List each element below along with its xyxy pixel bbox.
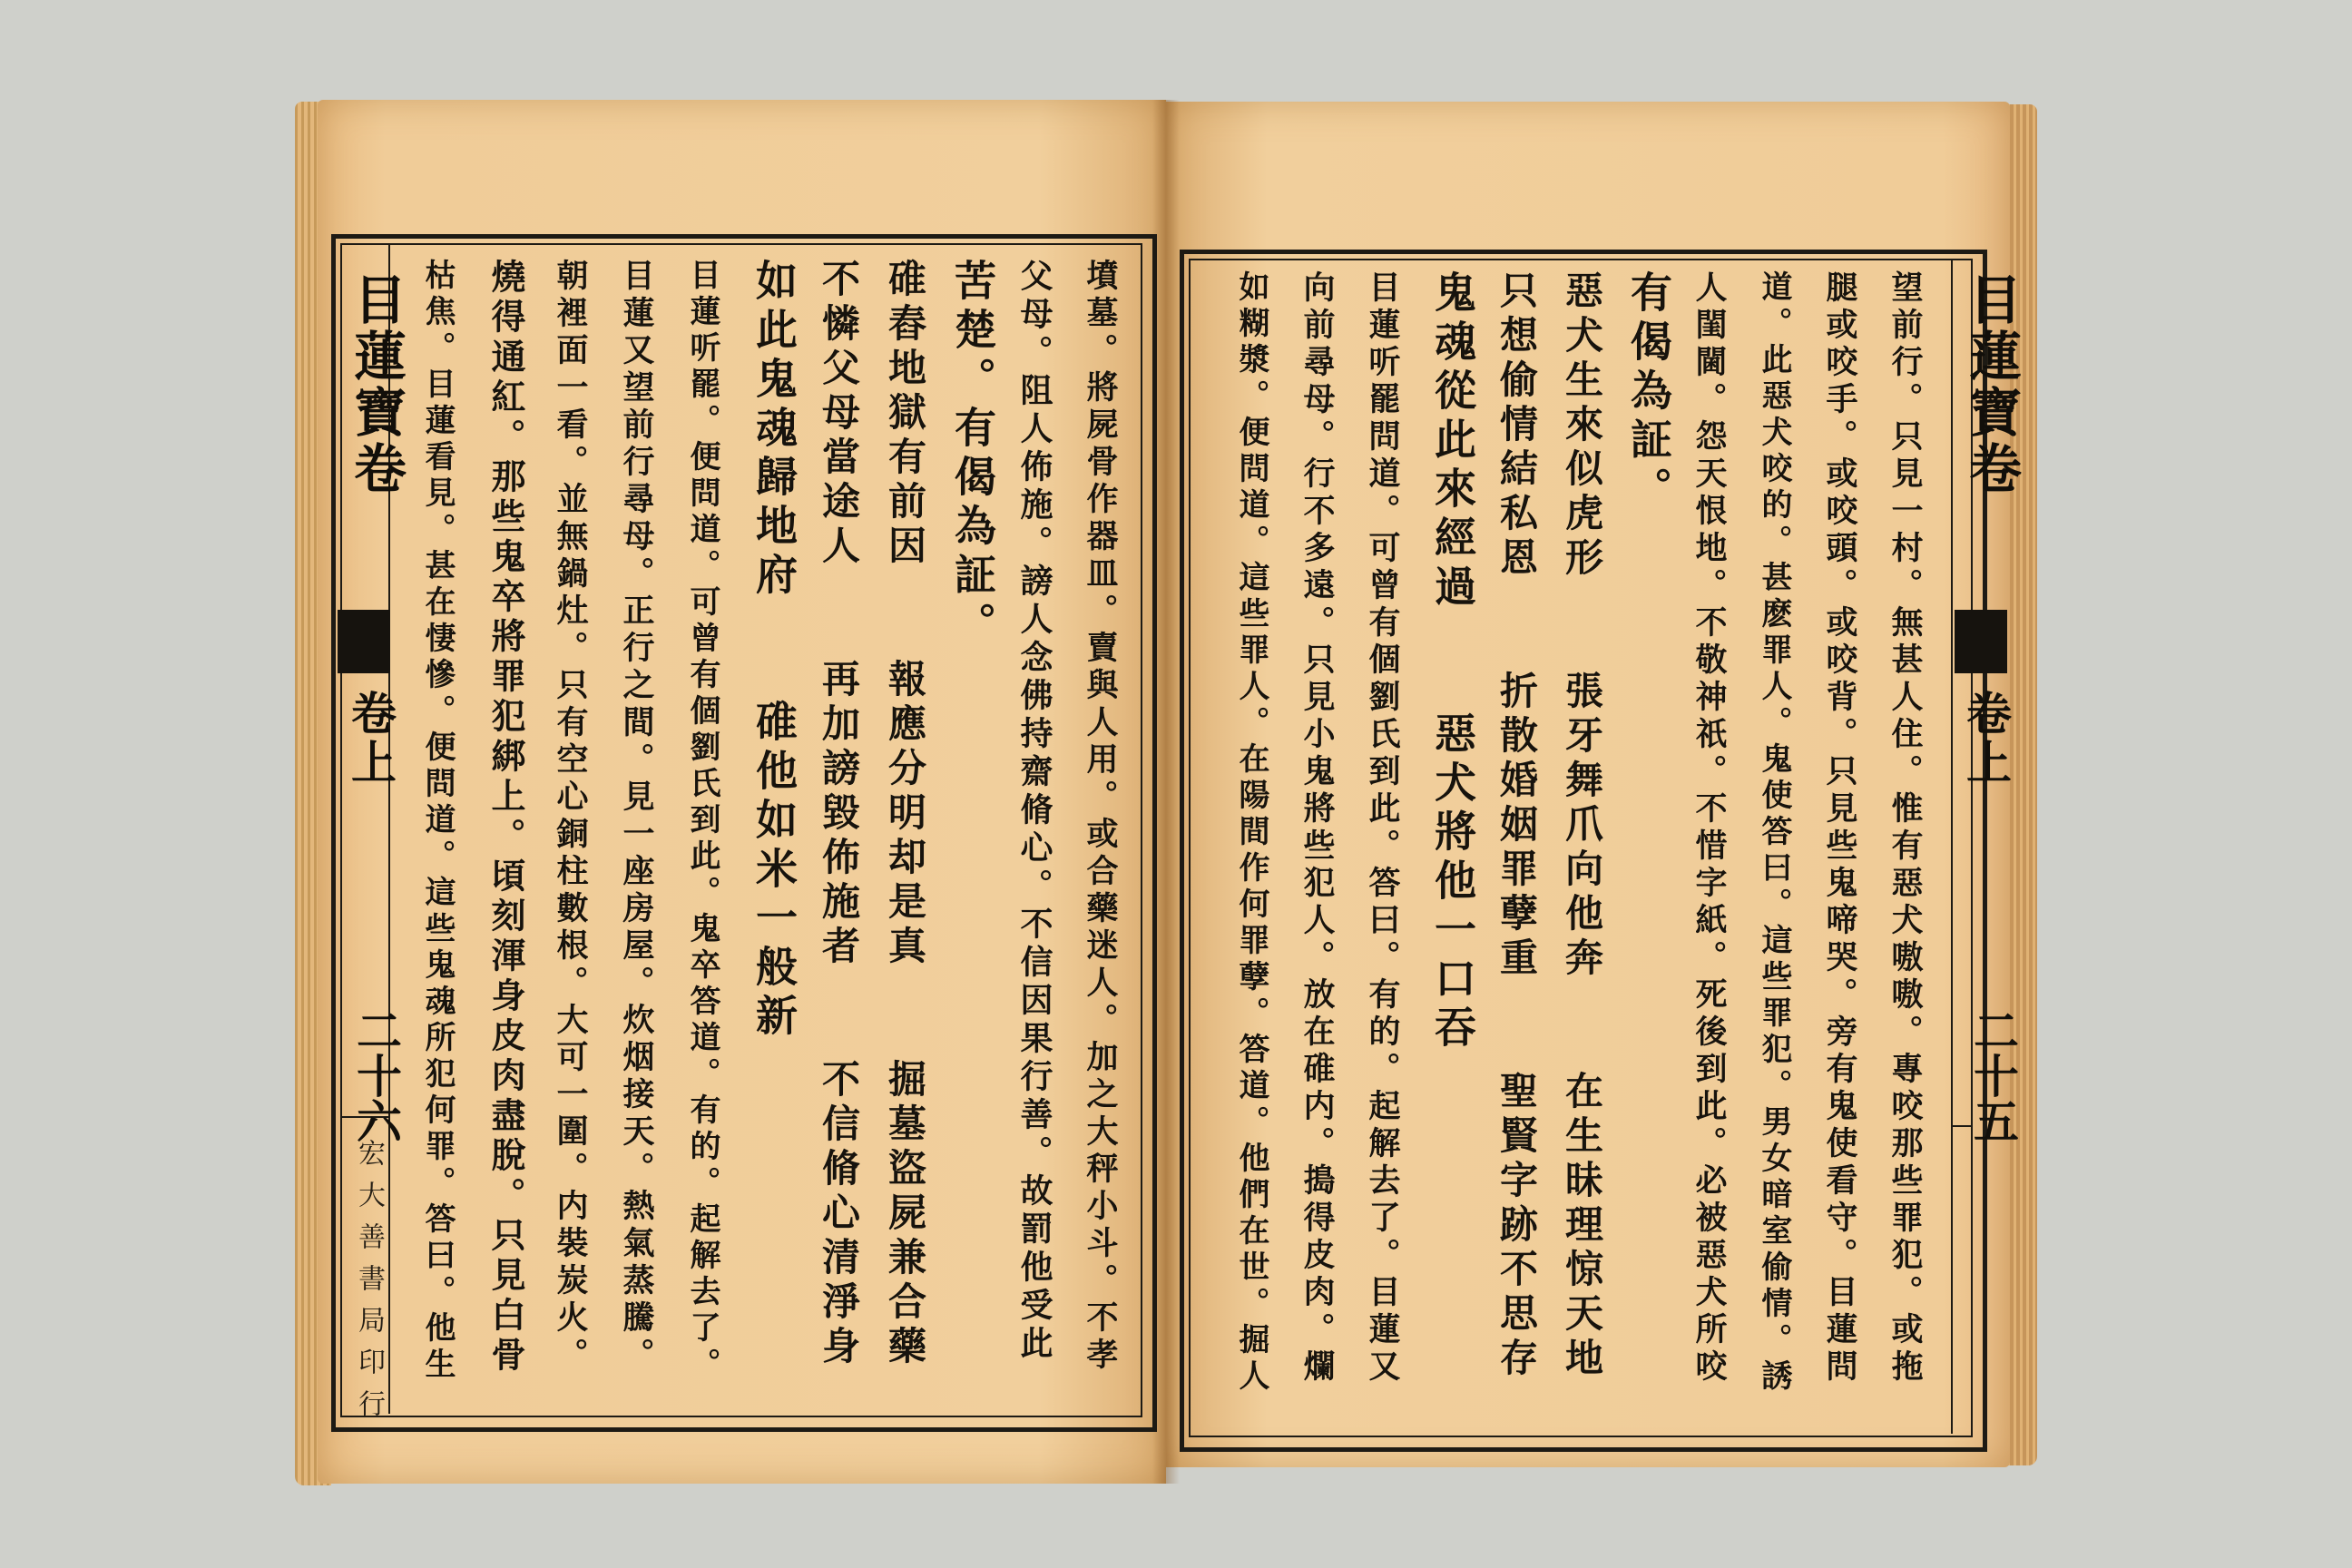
left_page-column: 墳墓。將屍骨作器皿。賣與人用。或合藥迷人。加之大秤小斗。不孝	[1082, 259, 1119, 1375]
right_page-column: 如糊漿。便問道。這些罪人。在陽間作何罪孽。答道。他們在世。掘人	[1233, 270, 1269, 1396]
left_page-column: 苦楚。有偈為証。	[948, 259, 997, 651]
left-juan-label: 卷上	[344, 690, 397, 788]
left-page-number: 二十六	[349, 1007, 403, 1143]
left_page-column: 父母。阻人佈施。謗人念佛持齋脩心。不信因果行善。故罰他受此	[1015, 259, 1054, 1364]
right_page-column: 只想偷情結私恩 折散婚姻罪孽重 聖賢字跡不思存	[1494, 270, 1539, 1382]
right_page-column: 有偈為証。	[1624, 270, 1673, 515]
right-page-number: 二十五	[1966, 1007, 2020, 1143]
left_page-column: 不憐父母當途人 再加謗毀佈施者 不信脩心清淨身	[817, 259, 861, 1370]
left_page-column: 枯焦。目蓮看見。甚在悽慘。便問道。這些鬼魂所犯何罪。答曰。他生	[419, 259, 456, 1384]
left-margin-title: 目蓮寶卷	[345, 272, 407, 497]
right_page-column: 腿或咬手。或咬頭。或咬背。只見些鬼啼哭。旁有鬼使看守。目蓮問	[1821, 270, 1858, 1387]
left_page-column: 碓舂地獄有前因 報應分明却是真 掘墓盜屍兼合藥	[883, 259, 927, 1370]
left_page-column: 朝裡面一看。並無鍋灶。只有空心銅柱數根。大可一圍。内裝炭火。	[552, 259, 589, 1375]
left-fishtail-mark	[338, 610, 390, 673]
right-fishtail-mark	[1955, 610, 2007, 673]
right_page-column: 道。此惡犬咬的。甚麽罪人。鬼使答曰。這些罪犯。男女暗室偷情。誘	[1756, 270, 1792, 1396]
right_page-column: 望前行。只見一村。無甚人住。惟有惡犬嗷嗷。專咬那些罪犯。或拖	[1886, 270, 1924, 1387]
left_page-column: 目蓮听罷。便問道。可曾有個劉氏到此。鬼卒答道。有的。起解去了。	[684, 259, 720, 1384]
right_page-column: 惡犬生來似虎形 張牙舞爪向他奔 在生昧理惊天地	[1560, 270, 1604, 1382]
right_page-column: 鬼魂從此來經過 惡犬將他一口吞	[1428, 270, 1477, 1054]
left_page-column: 目蓮又望前行尋母。正行之間。見一座房屋。炊烟接天。熱氣蒸騰。	[618, 259, 655, 1375]
right-juan-label: 卷上	[1959, 690, 2013, 788]
right_page-column: 向前尋母。行不多遠。只見小鬼將些犯人。放在碓内。搗得皮肉。爛	[1298, 270, 1336, 1387]
right-margin-title: 目蓮寶卷	[1960, 272, 2022, 497]
right_page-column: 目蓮听罷問道。可曾有個劉氏到此。答曰。有的。起解去了。目蓮又	[1364, 270, 1401, 1387]
right_page-column: 人閨閫。怨天恨地。不敬神祇。不惜字紙。死後到此。必被惡犬所咬	[1690, 270, 1728, 1387]
publisher-imprint: 宏大善書局印行	[353, 1139, 385, 1431]
left_page-column: 如此鬼魂歸地府 碓他如米一般新	[750, 259, 799, 1043]
left_page-column: 燒得通紅。那些鬼卒將罪犯綁上。頃刻渾身皮肉盡脫。只見白骨	[485, 259, 526, 1377]
